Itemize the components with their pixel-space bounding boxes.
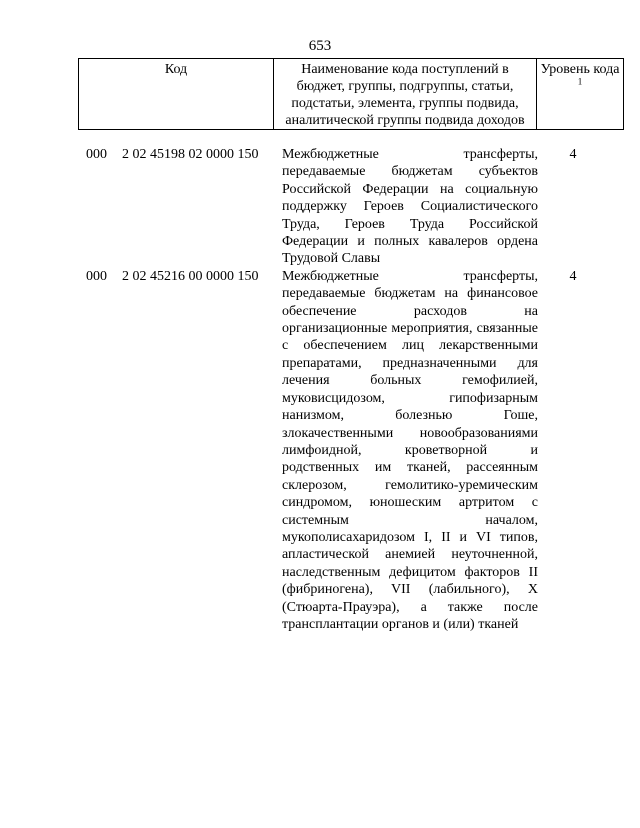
header-code	[79, 59, 274, 130]
row-level: 4	[569, 268, 577, 284]
page-number: 653	[308, 38, 332, 54]
header-level	[537, 59, 624, 130]
header-name-label: Наименование кода поступлений в бюджет, группы, подгруппы, статьи, подстатьи, элемента, группы подвида, аналитической группы подвида доходов	[285, 62, 525, 128]
row-name: Межбюджетные трансферты, передаваемые бюджетам субъектов Российской Федерации на социальную поддержку Героев Социалистического Труда, Героев Труда Российской Федерации и полных кавалеров ордена Трудовой Славы	[282, 147, 538, 267]
table-row	[86, 146, 608, 268]
row-level: 4	[569, 147, 577, 162]
row-income-code: 2 02 45216 00 0000 150	[122, 268, 259, 284]
table-header	[78, 58, 624, 130]
row-income-code: 2 02 45198 02 0000 150	[122, 147, 259, 162]
row-admin-code: 000	[86, 268, 107, 284]
table-row	[86, 268, 608, 634]
header-level-label: Уровень кода	[540, 62, 620, 77]
table-body	[86, 146, 608, 633]
row-name: Межбюджетные трансферты, передаваемые бюджетам на финансовое обеспечение расходов на организационные мероприятия, связанные с обеспечением лиц лекарственными препаратами, предназначенными для лечения больных гемофилией, муковисцидозом, гипофизарным нанизмом, болезнью Гоше, злокачественными новообразованиями лимфоидной, кроветворной и родственных им тканей, рассеянным склерозом, гемолитико-уремическим синдромом, юношеским артритом с системным началом, мукополисахаридозом I, II и VI типов, апластической анемией неуточненной, наследственным дефицитом факторов II (фибриногена), VII (лабильного), X (Стюарта-Прауэра), а также после трансплантации органов и (или) тканей	[282, 268, 538, 632]
header-name	[274, 59, 537, 130]
header-level-footnote: 1	[577, 76, 583, 87]
row-admin-code: 000	[86, 147, 107, 162]
header-code-label: Код	[164, 62, 188, 77]
